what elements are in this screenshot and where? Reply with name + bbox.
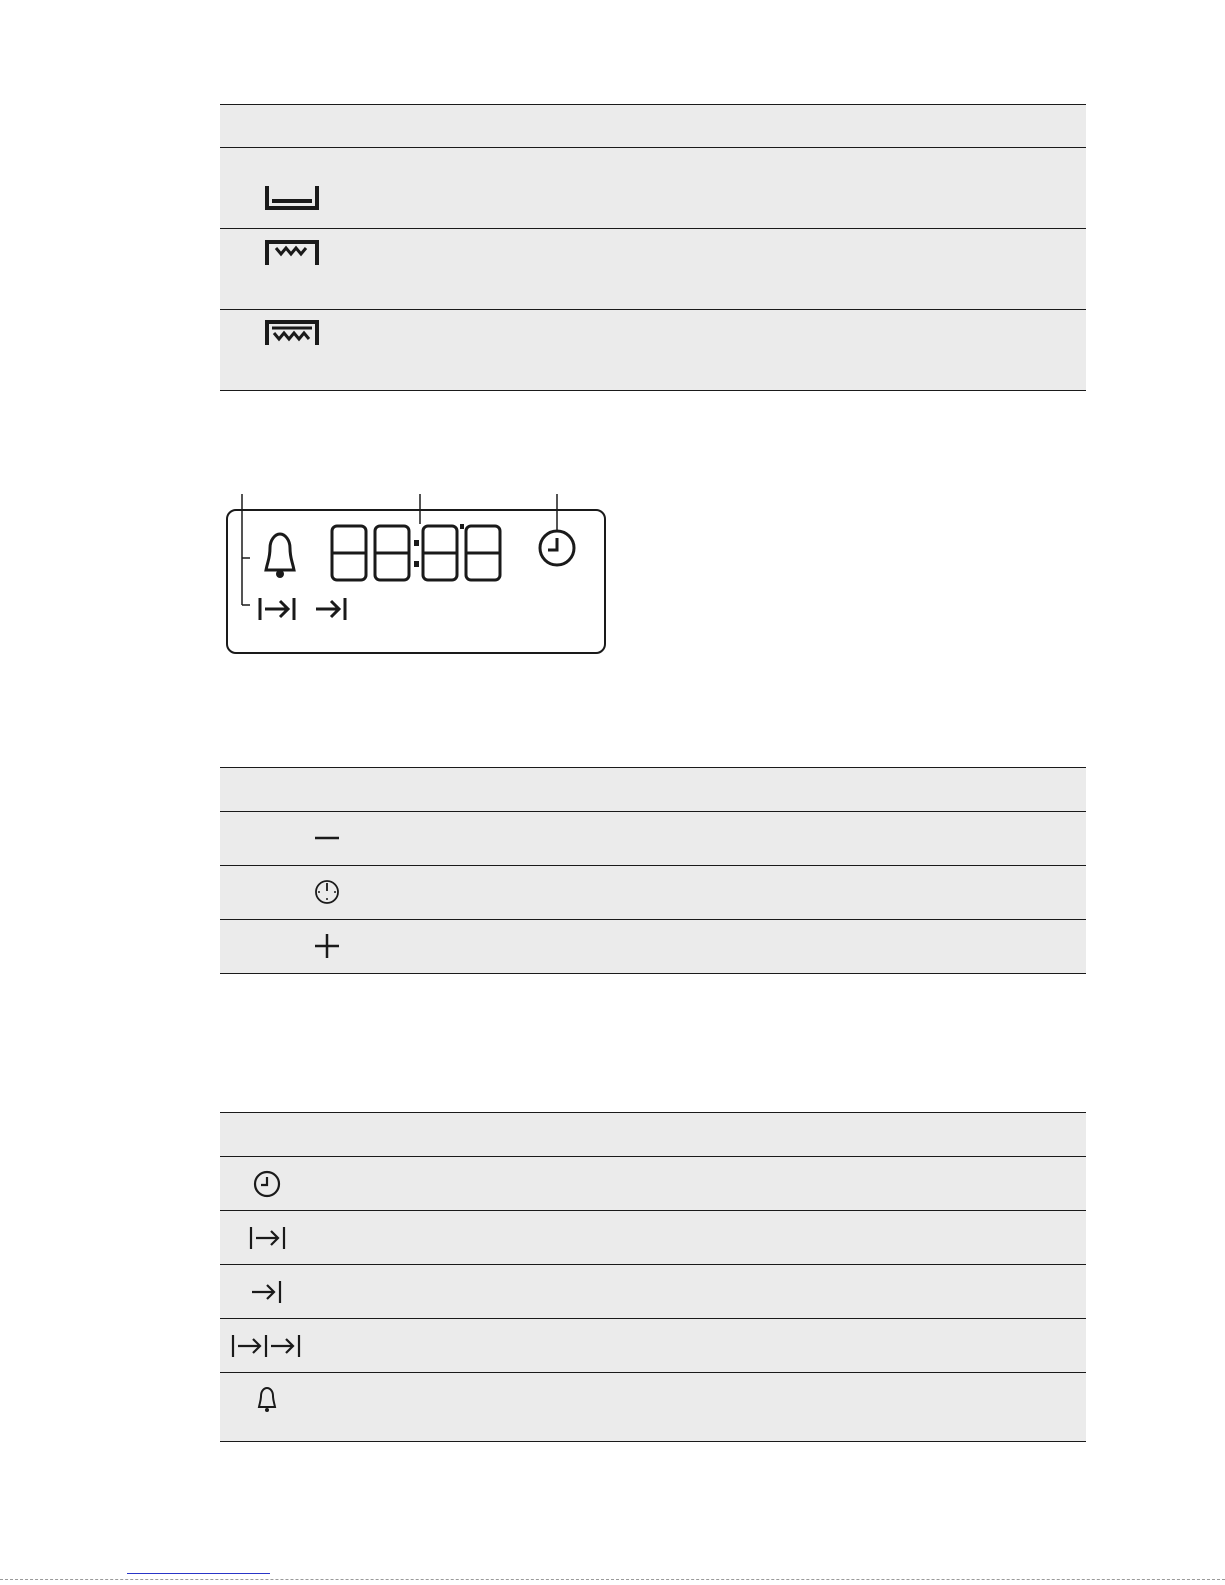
end-icon [316,598,345,620]
table-row [220,229,1086,310]
top-heat-icon [264,239,320,267]
table-row [220,1319,1086,1373]
minute-minder-icon [254,1385,280,1415]
table-row [220,1265,1086,1319]
bell-icon [266,534,294,577]
grill-icon [264,319,320,347]
buttons-table [220,767,1086,974]
time-of-day-icon [252,1169,282,1199]
table-row [220,1373,1086,1442]
plus-icon [313,932,341,960]
table-row [220,866,1086,920]
heating-functions-table [220,104,1086,391]
clock-icon [540,531,574,565]
clock-functions-table [220,1112,1086,1442]
table-header-row [220,1112,1086,1157]
footer-link-underline[interactable] [127,1573,270,1574]
end-icon [250,1277,284,1307]
table-header-row [220,104,1086,148]
table-row [220,1157,1086,1211]
clock-button-icon [313,878,341,906]
table-header-row [220,767,1086,812]
table-row [220,920,1086,974]
duration-icon [260,598,294,620]
duration-icon [248,1223,288,1253]
minus-icon [313,828,341,848]
table-row [220,148,1086,229]
display-diagram [220,490,620,665]
table-row [220,812,1086,866]
time-digits [332,526,500,580]
table-row [220,1211,1086,1265]
bottom-heat-icon [264,183,320,211]
table-row [220,310,1086,391]
footer-divider [0,1579,1225,1580]
time-delay-icon [230,1331,304,1361]
